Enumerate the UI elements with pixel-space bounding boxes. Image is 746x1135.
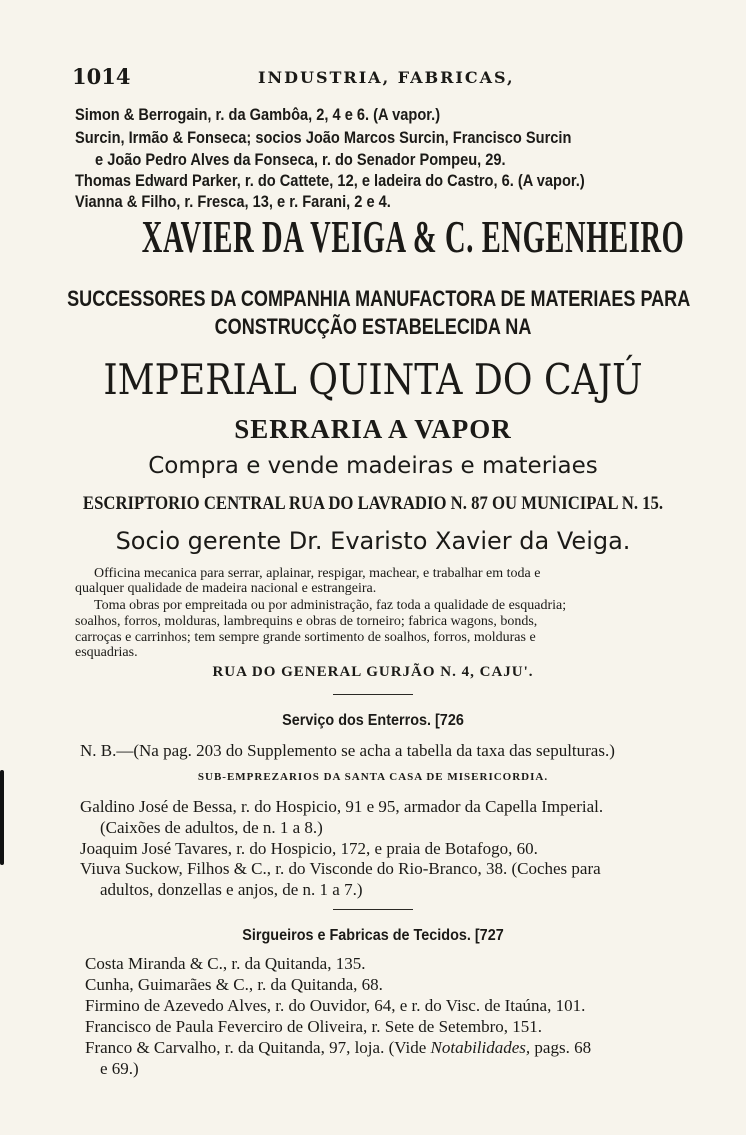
advert-description-line: esquadrias.: [75, 645, 138, 660]
entry-surcin: Surcin, Irmão & Fonseca; socios João Marcos Surcin, Francisco Surcin: [75, 128, 572, 147]
textiles-entry: [85, 1037, 591, 1058]
entry-thomas-parker: Thomas Edward Parker, r. do Cattete, 12, e ladeira do Castro, 6. (A vapor.): [75, 171, 585, 190]
advert-firm-name: XAVIER DA VEIGA & C. ENGENHEIRO: [141, 211, 685, 262]
textiles-entry-pages: pags. 68: [534, 1038, 592, 1057]
notabilidades-reference: Notabilidades,: [430, 1038, 531, 1057]
section-title-funerals: Serviço dos Enterros. [726: [282, 712, 464, 729]
textiles-entry: Costa Miranda & C., r. da Quitanda, 135.: [85, 954, 366, 973]
advert-successors-line2: CONSTRUCÇÃO ESTABELECIDA NA: [214, 314, 532, 339]
funerals-entry: Viuva Suckow, Filhos & C., r. do Visconde do Rio-Branco, 38. (Coches para: [80, 859, 601, 878]
section-divider: [333, 909, 413, 910]
textiles-entry: Firmino de Azevedo Alves, r. do Ouvidor, 64, e r. do Visc. de Itaúna, 101.: [85, 996, 586, 1015]
advert-manager: Socio gerente Dr. Evaristo Xavier da Veiga.: [115, 527, 631, 555]
funerals-entry: adultos, donzellas e anjos, de n. 1 a 7.): [100, 880, 363, 899]
entry-simon-berrogain: Simon & Berrogain, r. da Gambôa, 2, 4 e 6. (A vapor.): [75, 105, 441, 124]
advert-trade: Compra e vende madeiras e materiaes: [148, 453, 598, 479]
page-edge-mark: [0, 770, 4, 865]
textiles-entry-text: Franco & Carvalho, r. da Quitanda, 97, loja. (Vide: [85, 1038, 427, 1057]
funerals-entry: Joaquim José Tavares, r. do Hospicio, 172, e praia de Botafogo, 60.: [80, 839, 538, 858]
entry-vianna-filho: Vianna & Filho, r. Fresca, 13, e r. Farani, 2 e 4.: [75, 192, 391, 211]
running-title: INDUSTRIA, FABRICAS,: [258, 68, 515, 87]
funerals-entry: (Caixões de adultos, de n. 1 a 8.): [100, 818, 323, 837]
advert-description-line: carroças e carrinhos; tem sempre grande sortimento de soalhos, forros, molduras e: [75, 630, 536, 645]
advert-sawmill: SERRARIA A VAPOR: [234, 414, 512, 444]
advert-description-line: Toma obras por empreitada ou por administração, faz toda a qualidade de esquadria;: [94, 598, 567, 613]
advert-description-line: soalhos, forros, molduras, lambrequins e obras de torneiro; fabrica wagons, bonds,: [75, 614, 538, 629]
advert-office: ESCRIPTORIO CENTRAL RUA DO LAVRADIO N. 87 OU MUNICIPAL N. 15.: [82, 493, 664, 514]
funerals-entry: Galdino José de Bessa, r. do Hospicio, 91 e 95, armador da Capella Imperial.: [80, 797, 604, 816]
funerals-note: N. B.—(Na pag. 203 do Supplemento se acha a tabella da taxa das sepulturas.): [80, 741, 615, 760]
funerals-subheading: SUB-EMPREZARIOS DA SANTA CASA DE MISERICORDIA.: [197, 771, 549, 783]
advert-description-line: Officina mecanica para serrar, aplainar, respigar, machear, e trabalhar em toda e: [94, 566, 541, 581]
advert-successors-line1: SUCCESSORES DA COMPANHIA MANUFACTORA DE MATERIAES PARA: [67, 286, 691, 311]
section-title-textiles: Sirgueiros e Fabricas de Tecidos. [727: [242, 927, 504, 944]
advert-street: RUA DO GENERAL GURJÃO N. 4, CAJU'.: [212, 664, 534, 680]
textiles-entry: Francisco de Paula Feverciro de Oliveira, r. Sete de Setembro, 151.: [85, 1017, 542, 1036]
page-number: 1014: [72, 64, 131, 89]
section-divider: [333, 694, 413, 695]
textiles-entry: Cunha, Guimarães & C., r. da Quitanda, 68.: [85, 975, 383, 994]
advert-description-line: qualquer qualidade de madeira nacional e estrangeira.: [75, 581, 377, 596]
advert-location: IMPERIAL QUINTA DO CAJÚ: [103, 355, 643, 404]
entry-surcin-cont: e João Pedro Alves da Fonseca, r. do Senador Pompeu, 29.: [95, 150, 506, 169]
textiles-entry: e 69.): [100, 1059, 139, 1078]
